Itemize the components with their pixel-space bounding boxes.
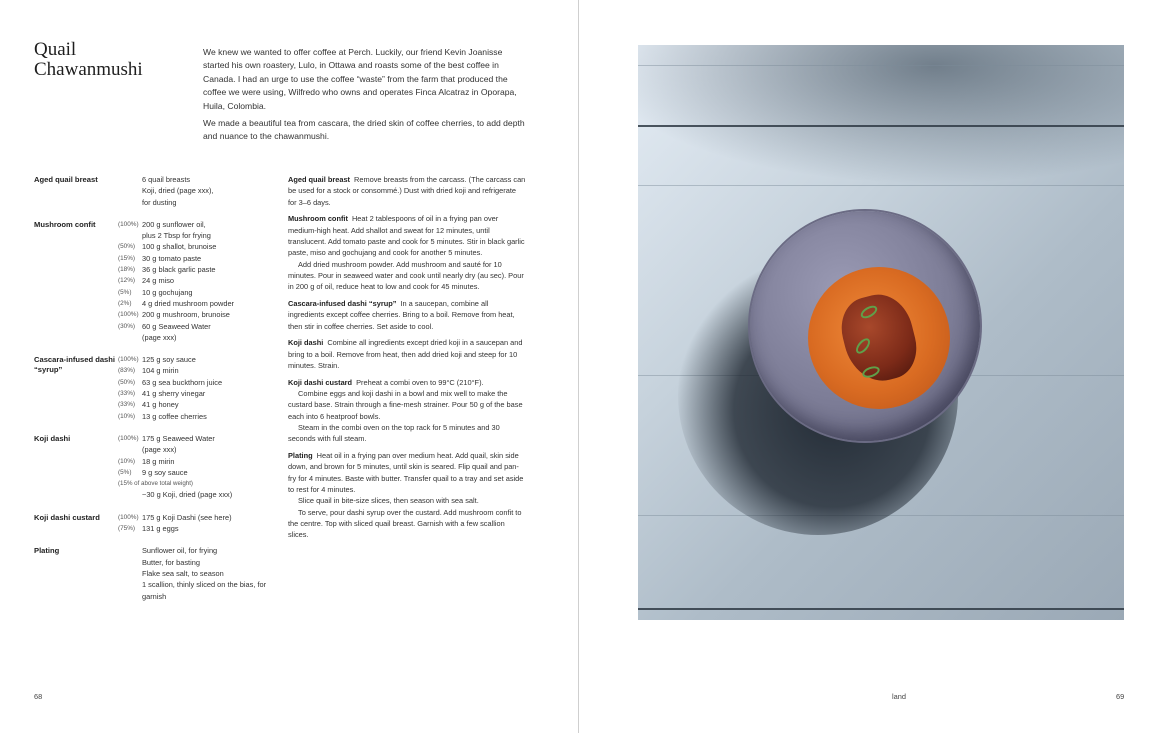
ingredient-percentage: (10%) xyxy=(118,412,136,420)
ingredient-text: 18 g mirin xyxy=(142,456,175,466)
ingredient-line xyxy=(118,545,274,556)
ingredient-line xyxy=(118,377,274,388)
ingredient-text: 175 g Seaweed Water (page xxx) xyxy=(142,433,215,455)
ingredient-section-name: Koji dashi custard xyxy=(34,512,100,522)
ingredient-text: ~30 g Koji, dried (page xxx) xyxy=(142,490,233,500)
ingredient-section xyxy=(34,219,274,343)
method-paragraph-text: Combine all ingredients except dried koji in a saucepan and bring to a boil. Remove from heat, then add dried koji and steep for 10 minutes. Strain. xyxy=(288,338,523,370)
ingredient-line xyxy=(118,241,274,252)
ingredient-text: 41 g sherry vinegar xyxy=(142,389,206,399)
method-step xyxy=(288,174,526,208)
ingredient-text: 200 g sunflower oil, plus 2 Tbsp for frying xyxy=(142,219,211,241)
ingredient-text: 100 g shallot, brunoise xyxy=(142,242,217,252)
ingredient-line xyxy=(118,287,274,298)
method-step xyxy=(288,213,526,292)
ingredient-percentage: (30%) xyxy=(118,322,136,330)
ingredient-text: 4 g dried mushroom powder xyxy=(142,298,235,308)
ingredient-line xyxy=(118,512,274,523)
ingredient-percentage: (33%) xyxy=(118,401,136,409)
ingredient-percentage: (2%) xyxy=(118,299,132,307)
method-paragraph xyxy=(288,507,526,541)
method-paragraph-text: Heat 2 tablespoons of oil in a frying pan over medium-high heat. Add shallot and sweat for 12 minutes, until translucent. Add tomato paste and cook for 5 minutes. Stir in black garlic paste, miso and gochujang and cook for another 5 minutes. xyxy=(288,214,525,258)
ingredient-percentage: (12%) xyxy=(118,277,136,285)
ingredient-line xyxy=(118,467,274,478)
ingredient-text: 41 g honey xyxy=(142,400,179,410)
ingredient-line xyxy=(118,388,274,399)
page-number-left: 68 xyxy=(34,692,43,701)
ingredient-percentage xyxy=(118,174,142,185)
method-paragraph-text: Remove breasts from the carcass. (The carcass can be used for a stock or consommé.) Dust with dried koji and refrigerate for 3–6 days. xyxy=(288,175,526,207)
ingredient-section xyxy=(34,512,274,535)
ingredient-section-name: Cascara-infused dashi “syrup” xyxy=(34,355,116,375)
ingredient-text: 36 g black garlic paste xyxy=(142,265,216,275)
ingredient-line xyxy=(118,399,274,410)
method-paragraph xyxy=(288,298,526,332)
ingredient-lines xyxy=(118,219,274,343)
method-paragraph xyxy=(288,450,526,495)
method-step-heading: Koji dashi custard xyxy=(288,377,353,387)
method-paragraph xyxy=(288,377,526,388)
plank-seam xyxy=(638,125,1124,127)
intro-paragraph: We made a beautiful tea from cascara, the dried skin of coffee cherries, to add depth and nuance to the chawanmushi. xyxy=(203,118,525,142)
ingredient-section xyxy=(34,174,274,208)
intro-text xyxy=(203,46,525,148)
ingredient-lines xyxy=(118,433,274,501)
ingredient-text: 6 quail breasts xyxy=(142,175,191,184)
ingredient-text: 13 g coffee cherries xyxy=(142,411,207,421)
method-paragraph xyxy=(288,213,526,258)
ingredient-line xyxy=(118,411,274,422)
ingredient-text: 9 g soy sauce xyxy=(142,467,188,477)
ingredient-section-name: Plating xyxy=(34,546,60,556)
ingredient-percentage xyxy=(118,579,142,602)
method-paragraph-text: Preheat a combi oven to 99°C (210°F). xyxy=(356,377,484,387)
dish-photo xyxy=(638,45,1124,620)
ingredient-line xyxy=(118,275,274,286)
method-steps xyxy=(288,174,526,546)
ingredient-section xyxy=(34,545,274,601)
right-page xyxy=(579,0,1159,733)
wood-grain xyxy=(638,65,1124,66)
ingredient-text: Flake sea salt, to season xyxy=(142,568,224,578)
ingredient-percentage: (50%) xyxy=(118,243,136,251)
method-step xyxy=(288,337,526,371)
ingredient-line xyxy=(118,523,274,534)
ingredient-line xyxy=(118,321,274,344)
recipe-title xyxy=(34,40,194,80)
ingredient-lines xyxy=(118,545,274,601)
method-paragraph xyxy=(288,495,526,506)
title-line-1: Quail xyxy=(34,39,77,60)
method-paragraph-text: To serve, pour dashi syrup over the custard. Add mushroom confit to the centre. Top with sliced quail breast. Garnish with a few scallion slices. xyxy=(288,507,522,540)
ingredient-percentage: (33%) xyxy=(118,390,136,398)
ingredient-percentage xyxy=(118,185,142,208)
ingredient-percentage: (83%) xyxy=(118,367,136,375)
ingredient-percentage: (18%) xyxy=(118,266,136,274)
ingredient-text: Butter, for basting xyxy=(142,557,200,567)
ingredient-text: 30 g tomato paste xyxy=(142,253,202,263)
method-paragraph xyxy=(288,259,526,293)
ingredient-text: 131 g eggs xyxy=(142,524,179,534)
left-page xyxy=(0,0,579,733)
ingredient-line xyxy=(118,264,274,275)
method-paragraph-text: Heat oil in a frying pan over medium heat. Add quail, skin side down, and brown for 5 minutes, until skin is seared. Flip quail and pan-fry for 4 minutes. Baste with butter. Transfer quail to a tray and set aside to rest for 4 minutes. xyxy=(288,451,524,494)
ingredient-line xyxy=(118,309,274,320)
method-step xyxy=(288,450,526,540)
ingredient-text: 60 g Seaweed Water (page xxx) xyxy=(142,321,211,342)
ingredient-percentage: (75%) xyxy=(118,525,136,533)
ingredients-list xyxy=(34,174,274,613)
ingredient-section-name: Mushroom confit xyxy=(34,219,96,229)
ingredient-section xyxy=(34,354,274,422)
method-paragraph-text: Add dried mushroom powder. Add mushroom and sauté for 10 minutes. Pour in seaweed water and cook until nearly dry (au sec). Pour in 200 g of oil, reduce heat to low and cook for 45 minutes. xyxy=(288,259,524,292)
ingredient-percentage: (100%) xyxy=(118,513,139,521)
ingredient-line xyxy=(118,365,274,376)
ingredient-text: 1 scallion, thinly sliced on the bias, for garnish xyxy=(142,580,267,601)
ingredient-line xyxy=(118,253,274,264)
ingredient-text: 200 g mushroom, brunoise xyxy=(142,310,230,320)
ingredient-line xyxy=(118,568,274,579)
ingredient-text: 175 g Koji Dashi (see here) xyxy=(142,512,232,522)
ingredient-text: 125 g soy sauce xyxy=(142,355,196,365)
ingredient-line xyxy=(118,219,274,242)
ingredient-text: 63 g sea buckthorn juice xyxy=(142,377,223,387)
ingredient-percentage xyxy=(118,557,142,568)
method-step-heading: Mushroom confit xyxy=(288,214,348,224)
ingredient-percentage xyxy=(118,489,142,500)
ingredient-lines xyxy=(118,354,274,422)
ingredient-line xyxy=(118,433,274,456)
ingredient-section-name: Koji dashi xyxy=(34,433,71,443)
ingredient-percentage: (100%) xyxy=(118,220,139,228)
method-paragraph-text: In a saucepan, combine all ingredients except coffee cherries. Bring to a boil. Remove from heat, then stir in coffee cherries. Set aside to cool. xyxy=(288,298,515,331)
method-step-heading: Aged quail breast xyxy=(288,175,351,184)
title-line-2: Chawanmushi xyxy=(34,59,143,80)
ingredient-percentage xyxy=(118,545,142,556)
method-paragraph xyxy=(288,174,526,208)
ingredient-line xyxy=(118,354,274,365)
ingredient-percentage: (15%) xyxy=(118,254,136,262)
ingredient-percentage: (100%) xyxy=(118,311,139,319)
method-step-heading: Cascara-infused dashi “syrup” xyxy=(288,298,397,308)
page-number-right: 69 xyxy=(1116,692,1125,701)
ingredient-line xyxy=(118,557,274,568)
method-paragraph-text: Slice quail in bite-size slices, then season with sea salt. xyxy=(298,496,479,506)
ingredient-line xyxy=(118,298,274,309)
ingredient-line xyxy=(118,185,274,208)
ingredient-text: Sunflower oil, for frying xyxy=(142,546,218,556)
ingredient-line xyxy=(118,456,274,467)
ingredient-percentage: (100%) xyxy=(118,434,139,442)
ingredient-text: 104 g mirin xyxy=(142,366,179,376)
shadow-overlay xyxy=(638,45,1124,185)
ingredient-percentage: (5%) xyxy=(118,288,132,296)
method-paragraph xyxy=(288,422,526,445)
ingredient-percentage xyxy=(118,568,142,579)
ingredient-text: 10 g gochujang xyxy=(142,287,193,297)
method-step xyxy=(288,377,526,445)
plank-seam xyxy=(638,608,1124,610)
ingredient-lines xyxy=(118,512,274,535)
ingredient-percentage: (50%) xyxy=(118,378,136,386)
method-paragraph xyxy=(288,337,526,371)
ingredient-section-name: Aged quail breast xyxy=(34,175,98,184)
section-name: land xyxy=(892,692,906,701)
method-paragraph-text: Steam in the combi oven on the top rack for 5 minutes and 30 seconds with full steam. xyxy=(288,422,500,444)
ingredient-line xyxy=(118,174,274,185)
method-step-heading: Koji dashi xyxy=(288,338,324,348)
ingredient-line xyxy=(118,478,274,489)
method-paragraph-text: Combine eggs and koji dashi in a bowl and mix well to make the custard base. Strain through a fine-mesh strainer. Pour 50 g of the base each into 6 heatproof bowls. xyxy=(288,389,523,421)
ingredient-section xyxy=(34,433,274,501)
ingredient-percentage: (5%) xyxy=(118,468,132,476)
ingredient-lines xyxy=(118,174,274,208)
method-step-heading: Plating xyxy=(288,451,313,461)
ingredient-line xyxy=(118,579,274,602)
method-step xyxy=(288,298,526,332)
ingredient-text: Koji, dried (page xxx), for dusting xyxy=(142,186,214,207)
ingredient-line xyxy=(118,489,274,500)
ingredient-percentage: (100%) xyxy=(118,356,139,364)
ingredient-note: (15% of above total weight) xyxy=(118,480,193,488)
ingredient-text: 24 g miso xyxy=(142,276,175,286)
ingredient-percentage: (10%) xyxy=(118,457,136,465)
wood-grain xyxy=(638,185,1124,186)
method-paragraph xyxy=(288,388,526,422)
intro-paragraph: We knew we wanted to offer coffee at Perch. Luckily, our friend Kevin Joanisse started his own roastery, Lulo, in Ottawa and roasts some of the best coffee in Canada. I had an urge to use the coffee “waste” from the farm that produced the coffee we were using, Wilfredo who owns and operates Finca Alcatraz in Oporapa, Huila, Colombia. xyxy=(203,47,517,111)
